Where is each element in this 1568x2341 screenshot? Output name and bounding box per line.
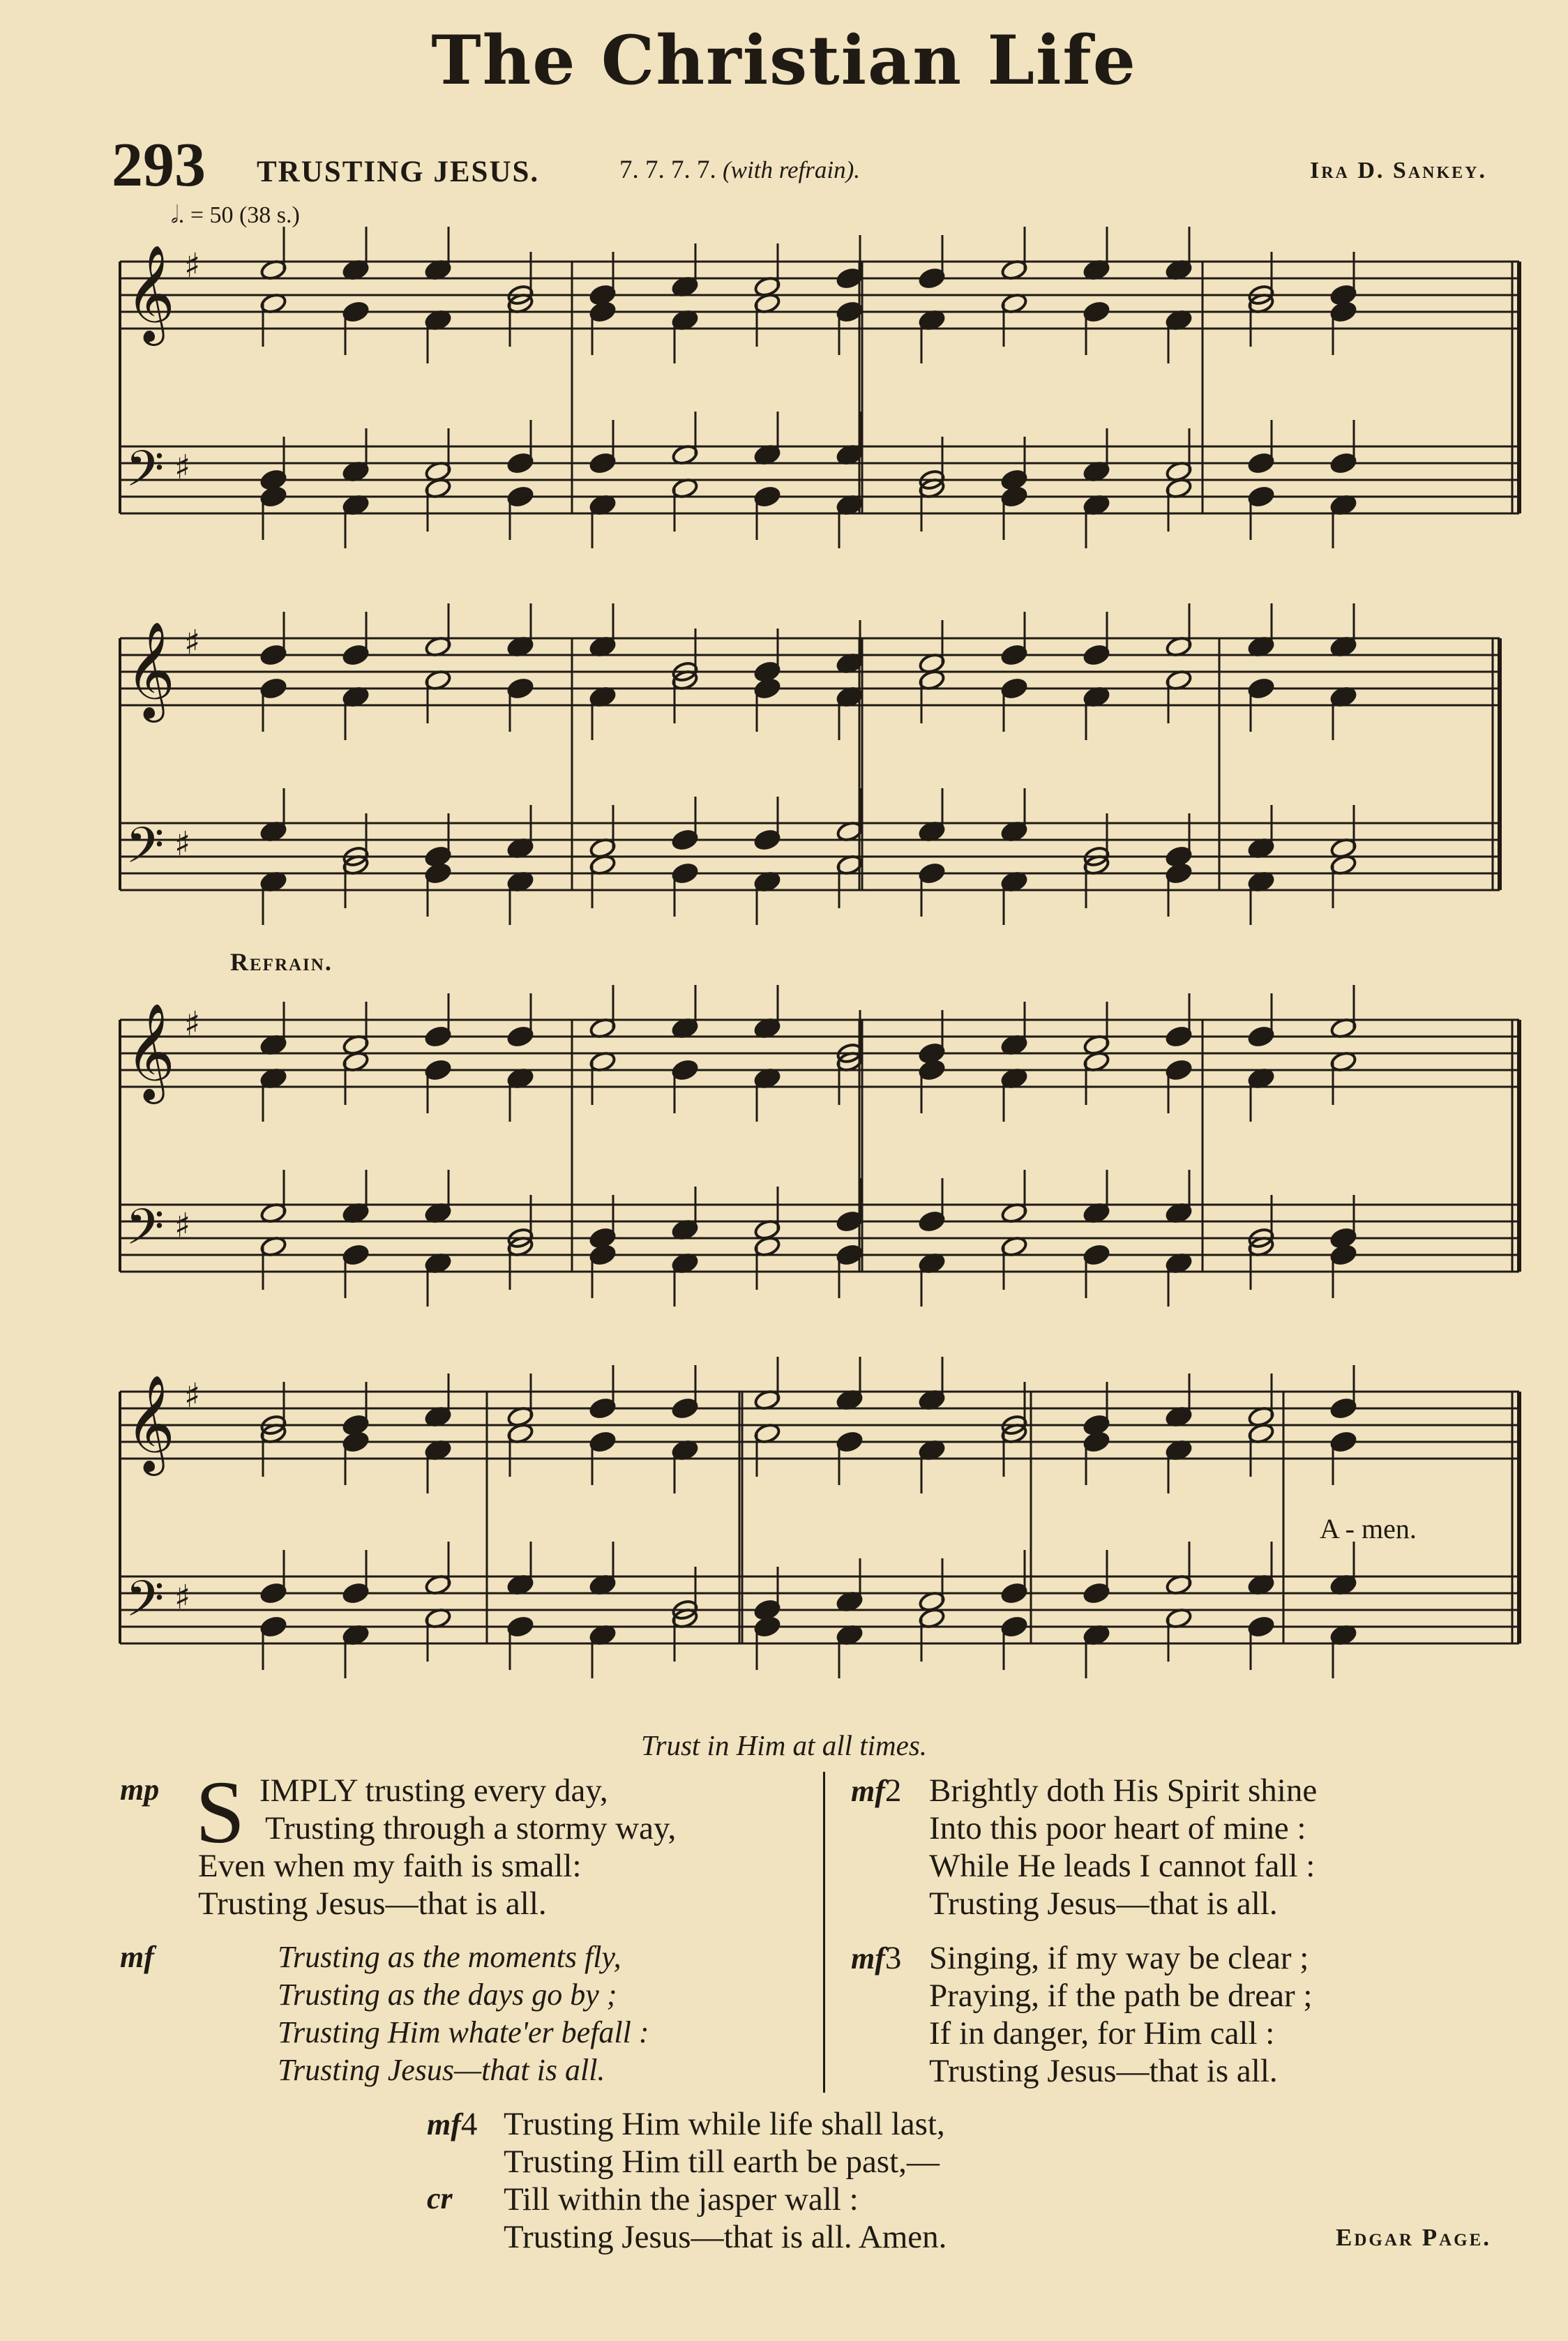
treble-clef-icon: 𝄞 <box>126 1375 175 1472</box>
hymn-title: TRUSTING JESUS. <box>257 156 540 188</box>
verse-2-line-3: While He leads I cannot fall : <box>929 1848 1316 1884</box>
drop-cap: S <box>195 1763 246 1862</box>
verse-2-line-4: Trusting Jesus—that is all. <box>929 1885 1278 1922</box>
verse-3-number: 3 <box>884 1940 902 1976</box>
refrain-line-3: Trusting Him whate'er befall : <box>278 2015 649 2049</box>
verse-3-dynamic: mf <box>851 1941 885 1975</box>
sharp-icon: ♯ <box>184 246 201 285</box>
column-divider <box>823 1772 825 2093</box>
refrain-line-1: Trusting as the moments fly, <box>278 1940 621 1974</box>
refrain-label: Refrain. <box>230 948 333 976</box>
sharp-icon: ♯ <box>174 448 191 487</box>
verse-4-line-3: Till within the jasper wall : <box>504 2181 859 2218</box>
author-credit: Edgar Page. <box>1335 2224 1491 2251</box>
sharp-icon: ♯ <box>174 825 191 864</box>
treble-clef-icon: 𝄞 <box>126 622 175 718</box>
bass-clef-icon: 𝄢 <box>126 1570 165 1640</box>
verse-2-number: 2 <box>884 1772 902 1809</box>
verse-2-line-2: Into this poor heart of mine : <box>929 1810 1306 1846</box>
verse-4-number: 4 <box>460 2106 478 2142</box>
meter-text: 7. 7. 7. 7. <box>619 156 716 184</box>
verse-1-line-3: Even when my faith is small: <box>198 1848 582 1884</box>
composer-credit: Ira D. Sankey. <box>1309 158 1487 183</box>
hymn-number: 293 <box>112 130 206 200</box>
refrain-line-4: Trusting Jesus—that is all. <box>278 2053 605 2087</box>
verse-4-line-1: Trusting Him while life shall last, <box>504 2106 945 2142</box>
amen-lyric: A - men. <box>1320 1513 1417 1544</box>
sharp-icon: ♯ <box>184 1004 201 1044</box>
verse-4-crescendo: cr <box>427 2181 453 2215</box>
verse-1-line-1: IMPLY trusting every day, <box>259 1772 608 1809</box>
verse-3-marker <box>851 1939 901 1977</box>
bass-clef-icon: 𝄢 <box>126 817 165 887</box>
treble-clef-icon: 𝄞 <box>126 245 175 342</box>
refrain-dynamic: mf <box>120 1940 154 1974</box>
treble-clef-icon: 𝄞 <box>126 1003 175 1100</box>
tempo-text: = 50 (38 s.) <box>190 202 300 228</box>
verse-1-line-2: Trusting through a stormy way, <box>265 1810 677 1846</box>
verse-2-marker <box>851 1772 901 1809</box>
half-note-icon: 𝅗𝅥. <box>171 202 185 228</box>
verse-4-dynamic: mf <box>427 2107 461 2141</box>
verse-1-line-4: Trusting Jesus—that is all. <box>198 1885 547 1922</box>
sharp-icon: ♯ <box>174 1578 191 1617</box>
sharp-icon: ♯ <box>184 1376 201 1415</box>
verse-3-line-4: Trusting Jesus—that is all. <box>929 2053 1278 2089</box>
verse-4-marker <box>427 2105 477 2143</box>
verse-3-line-2: Praying, if the path be drear ; <box>929 1978 1313 2014</box>
hymn-subtitle: Trust in Him at all times. <box>640 1729 928 1761</box>
verse-2-line-1: Brightly doth His Spirit shine <box>929 1772 1318 1809</box>
bass-clef-icon: 𝄢 <box>126 440 165 510</box>
sharp-icon: ♯ <box>174 1206 191 1245</box>
verse-4-line-2: Trusting Him till earth be past,— <box>504 2144 940 2180</box>
section-title: The Christian Life <box>431 21 1137 100</box>
meter-note: (with refrain). <box>723 156 861 183</box>
verse-3-line-1: Singing, if my way be clear ; <box>929 1940 1309 1976</box>
verse-3-line-3: If in danger, for Him call : <box>929 2015 1275 2052</box>
verse-4-line-4: Trusting Jesus—that is all. Amen. <box>504 2219 947 2255</box>
verse-2-dynamic: mf <box>851 1774 885 1808</box>
refrain-line-2: Trusting as the days go by ; <box>278 1978 617 2012</box>
verse-1-dynamic: mp <box>120 1772 160 1807</box>
bass-clef-icon: 𝄢 <box>126 1198 165 1268</box>
sharp-icon: ♯ <box>184 623 201 662</box>
